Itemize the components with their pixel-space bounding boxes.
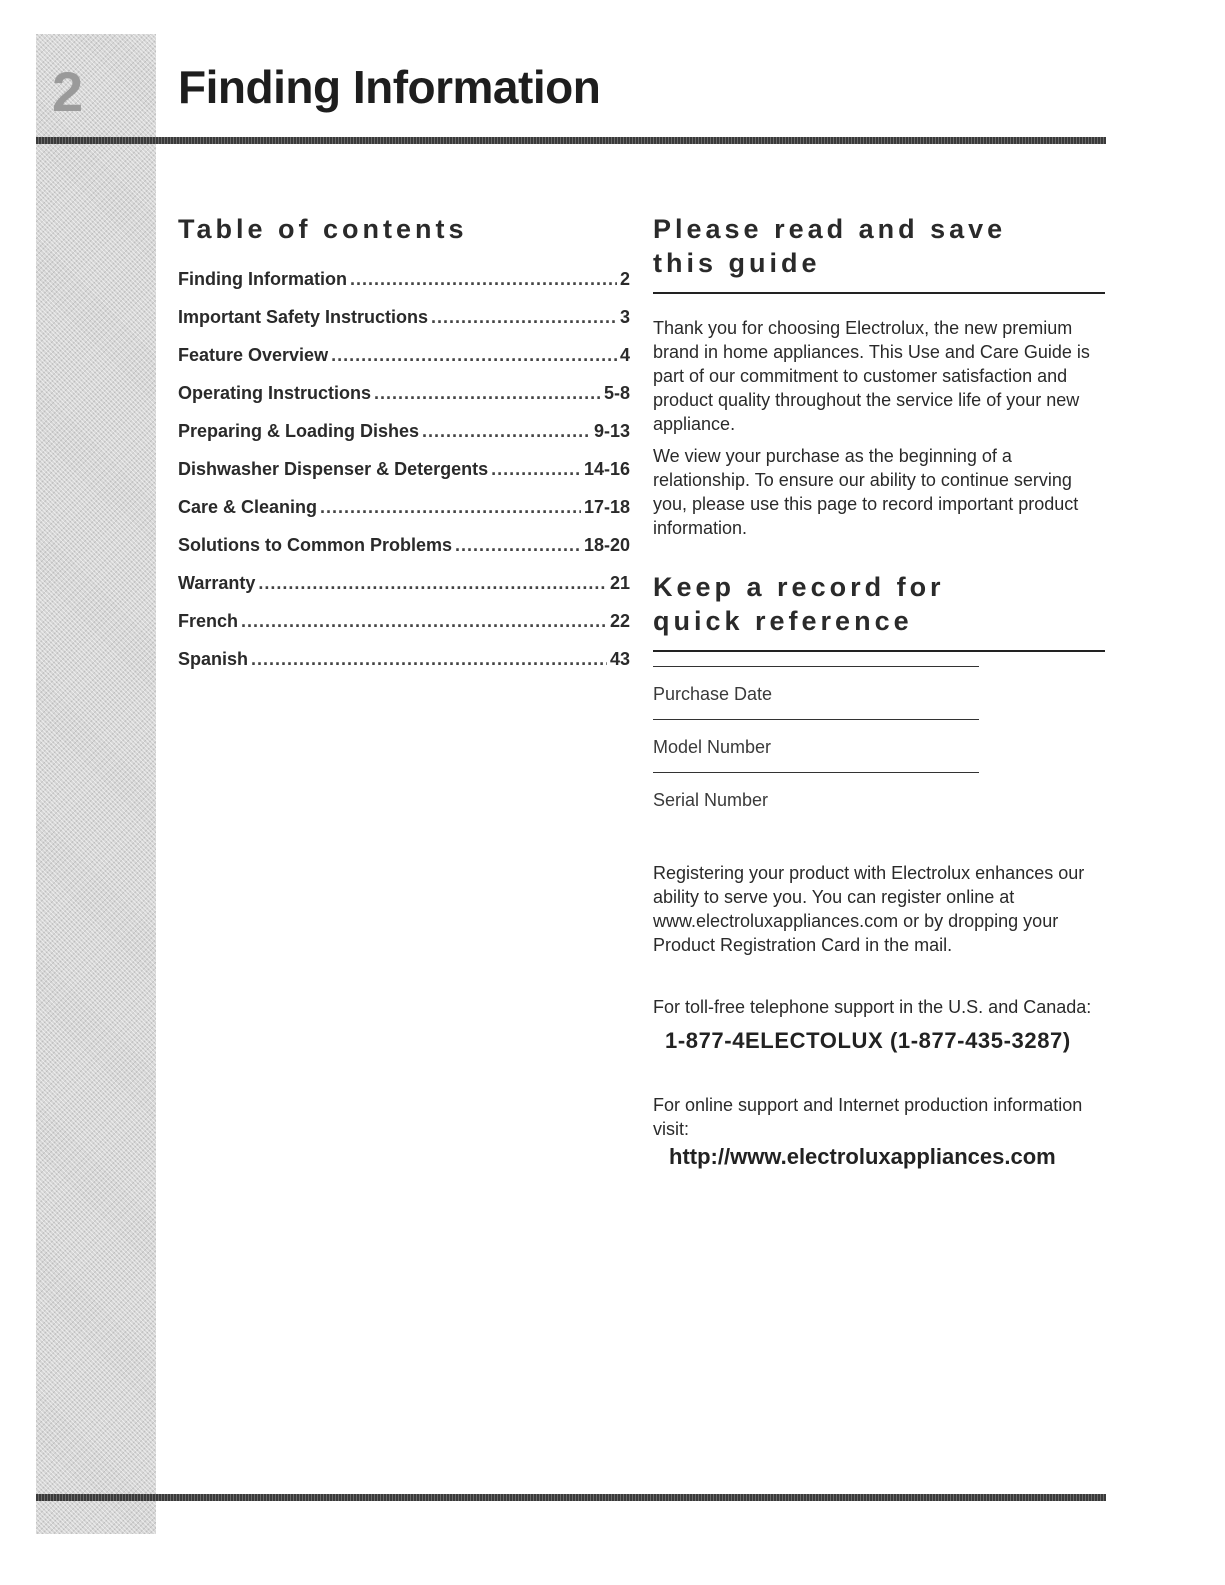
toc-dot-leader [491,454,581,484]
table-of-contents [178,212,630,682]
toc-item-page: 43 [609,649,630,669]
toc-item [178,454,630,492]
toc-dot-leader [251,644,607,674]
toc-item-page: 14-16 [583,459,630,479]
relationship-paragraph: We view your purchase as the beginning of a relationship. To ensure our ability to continue serving you, please use this page to record important product information. [653,446,1079,538]
online-support-intro: For online support and Internet production information visit: [653,1095,1083,1139]
header-rule [36,137,1106,144]
thank-you-paragraph: Thank you for choosing Electrolux, the new premium brand in home appliances. This Use and Care Guide is part of our commitment to customer satisfaction and product quality throughout the service life of your new appliance. [653,318,1090,434]
toc-item-label: Solutions to Common Problems [178,535,453,555]
heading-divider [653,650,1105,652]
toc-dot-leader [258,568,607,598]
toc-item-label: Warranty [178,573,256,593]
toc-heading: Table of contents [178,214,468,244]
toc-dot-leader [431,302,617,332]
record-heading-line1: Keep a record for [653,572,945,602]
toc-item-page: 22 [609,611,630,631]
toc-item-page: 4 [619,345,630,365]
save-guide-heading-line1: Please read and save [653,214,1007,244]
record-field [653,772,1105,811]
save-guide-heading [653,212,1105,280]
toc-item [178,264,630,302]
toc-item-page: 9-13 [593,421,630,441]
record-fields [653,666,1105,811]
toc-item-label: Operating Instructions [178,383,372,403]
toc-item-label: Care & Cleaning [178,497,318,517]
toc-dot-leader [320,492,581,522]
chapter-title: Finding Information [178,61,601,113]
record-field [653,666,1105,705]
registration-paragraph: Registering your product with Electrolux enhances our ability to serve you. You can register online at www.electroluxappliances.com or by dropping your Product Registration Card in the mail. [653,863,1085,955]
record-heading-line2: quick reference [653,606,913,636]
toc-item [178,492,630,530]
toc-item-label: Feature Overview [178,345,329,365]
record-field-line[interactable] [653,666,979,667]
toc-dot-leader [241,606,607,636]
toc-item-label: Dishwasher Dispenser & Detergents [178,459,489,479]
toc-item [178,378,630,416]
toc-item-page: 21 [609,573,630,593]
toc-item [178,606,630,644]
side-decorative-band [36,34,156,1534]
record-field [653,719,1105,758]
toc-item-label: Spanish [178,649,249,669]
record-heading [653,570,1105,638]
toc-item [178,340,630,378]
phone-support-intro: For toll-free telephone support in the U.S. and Canada: [653,997,1092,1017]
save-guide-heading-line2: this guide [653,248,821,278]
toc-item-label: French [178,611,239,631]
toc-item-page: 5-8 [603,383,630,403]
record-field-label: Purchase Date [653,684,773,704]
toc-dot-leader [374,378,601,408]
toc-dot-leader [422,416,591,446]
record-field-line[interactable] [653,719,979,720]
record-field-label: Serial Number [653,790,769,810]
toc-item-label: Important Safety Instructions [178,307,429,327]
toc-item-page: 18-20 [583,535,630,555]
toc-list [178,264,630,682]
support-phone-number: 1-877-4ELECTOLUX (1-877-435-3287) [665,1028,1071,1053]
guide-info [653,212,1105,1171]
toc-dot-leader [455,530,581,560]
toc-item-page: 3 [619,307,630,327]
toc-item [178,568,630,606]
footer-rule [36,1494,1106,1501]
toc-item [178,302,630,340]
toc-dot-leader [350,264,617,294]
heading-divider [653,292,1105,294]
record-section [653,570,1105,811]
toc-item [178,416,630,454]
toc-item-page: 2 [619,269,630,289]
record-field-line[interactable] [653,772,979,773]
toc-dot-leader [331,340,617,370]
toc-item-label: Preparing & Loading Dishes [178,421,420,441]
toc-item [178,530,630,568]
chapter-number: 2 [52,60,84,123]
record-field-label: Model Number [653,737,772,757]
support-url[interactable]: http://www.electroluxappliances.com [669,1144,1056,1169]
toc-item [178,644,630,682]
toc-item-label: Finding Information [178,269,347,289]
toc-item-page: 17-18 [583,497,630,517]
